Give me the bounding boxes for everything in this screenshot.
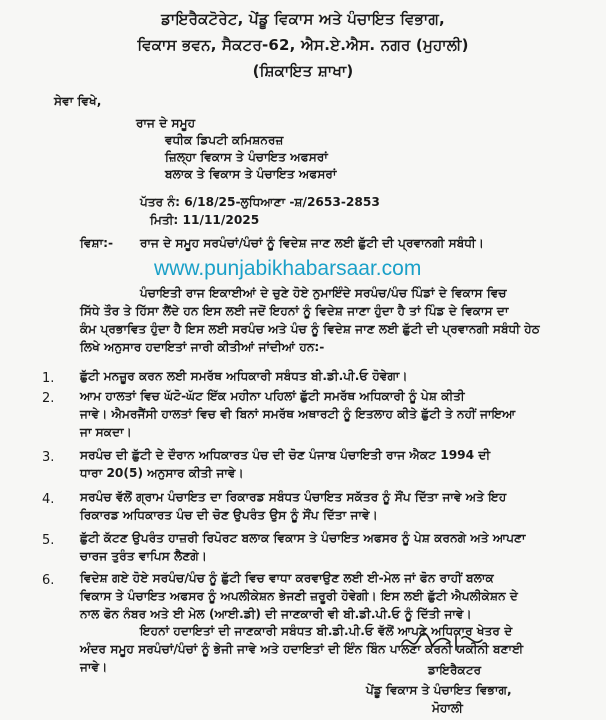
- item-number: 4.: [42, 492, 55, 507]
- intro-line: ਪੰਚਾਇਤੀ ਰਾਜ ਇਕਾਈਆਂ ਦੇ ਚੁਣੇ ਹੋਏ ਨੁਮਾਇੰਦੇ ਸਰਪੰਚ/ਪੰਚ ਪਿੰਡਾਂ ਦੇ ਵਿਕਾਸ ਵਿਚ: [140, 286, 507, 300]
- signature-place: ਮੋਹਾਲੀ: [432, 701, 463, 715]
- closing-line: ਇਹਨਾਂ ਹਦਾਇਤਾਂ ਦੀ ਜਾਣਕਾਰੀ ਸਬੰਧਤ ਬੀ.ਡੀ.ਪੀ.ਓ ਵੱਲੋਂ ਆਪਣੇ ਅਧਿਕਾਰ ਖੇਤਰ ਦੇ: [140, 624, 513, 638]
- item-number: 1.: [42, 371, 55, 386]
- item-line: ਸਰਪੰਚ ਵੱਲੋਂ ਗ੍ਰਾਮ ਪੰਚਾਇਤ ਦਾ ਰਿਕਾਰਡ ਸਬੰਧਤ ਪੰਚਾਇਤ ਸਕੱਤਰ ਨੂੰ ਸੌਂਪ ਦਿੱਤਾ ਜਾਵੇ ਅਤੇ ਇਹ: [80, 490, 507, 504]
- item-line: ਰਿਕਾਰਡ ਅਧਿਕਾਰਤ ਪੰਚ ਦੀ ਚੋਣ ਉਪਰੰਤ ਉਸ ਨੂੰ ਸੌਂਪ ਦਿੱਤਾ ਜਾਵੇ।: [80, 508, 378, 522]
- header-branch: (ਸ਼ਿਕਾਇਤ ਸ਼ਾਖਾ): [252, 62, 354, 80]
- signature-scribble: [398, 626, 488, 656]
- watermark-url: www.punjabikhabarsaar.com: [154, 257, 422, 280]
- letter-number: ਪੱਤਰ ਨੰ: 6/18/25-ਲੁਧਿਆਣਾ -ਸ਼/2653-2853: [140, 195, 380, 209]
- recipient-line: ਰਾਜ ਦੇ ਸਮੂਹ: [136, 116, 196, 130]
- salutation: ਸੇਵਾ ਵਿਖੇ,: [54, 94, 102, 108]
- header-address: ਵਿਕਾਸ ਭਵਨ, ਸੈਕਟਰ-62, ਐਸ.ਏ.ਐਸ. ਨਗਰ (ਮੁਹਾਲੀ): [137, 36, 469, 54]
- item-line: ਵਿਕਾਸ ਤੇ ਪੰਚਾਇਤ ਅਫਸਰ ਨੂੰ ਅਪਲੀਕੇਸ਼ਨ ਭੇਜਣੀ ਜ਼ਰੂਰੀ ਹੋਵੇਗੀ। ਇਸ ਲਈ ਛੁੱਟੀ ਐਪਲੀਕੇਸ਼ਨ ਦੇ: [80, 589, 519, 603]
- item-number: 2.: [42, 391, 55, 406]
- intro-line: ਲਿਖੇ ਅਨੁਸਾਰ ਹਦਾਇਤਾਂ ਜਾਰੀ ਕੀਤੀਆਂ ਜਾਂਦੀਆਂ ਹਨ:-: [80, 340, 325, 354]
- item-line: ਛੁੱਟੀ ਮਨਜ਼ੂਰ ਕਰਨ ਲਈ ਸਮਰੱਥ ਅਧਿਕਾਰੀ ਸਬੰਧਤ ਬੀ.ਡੀ.ਪੀ.ਓ ਹੋਵੇਗਾ।: [80, 369, 408, 383]
- item-line: ਵਿਦੇਸ਼ ਗਏ ਹੋਏ ਸਰਪੰਚ/ਪੰਚ ਨੂੰ ਛੁੱਟੀ ਵਿਚ ਵਾਧਾ ਕਰਵਾਉਣ ਲਈ ਈ-ਮੇਲ ਜਾਂ ਫੋਨ ਰਾਹੀਂ ਬਲਾਕ: [80, 571, 494, 585]
- item-number: 3.: [42, 450, 55, 465]
- intro-line: ਕੰਮ ਪ੍ਰਭਾਵਿਤ ਹੁੰਦਾ ਹੈ ਇਸ ਲਈ ਸਰਪੰਚ ਅਤੇ ਪੰਚ ਨੂੰ ਵਿਦੇਸ਼ ਜਾਣ ਲਈ ਛੁੱਟੀ ਦੀ ਪ੍ਰਵਾਨਗੀ ਸਬੰਧੀ ਹੇਠ: [80, 322, 540, 336]
- signature-designation: ਡਾਇਰੈਕਟਰ: [428, 663, 482, 677]
- recipient-line: ਬਲਾਕ ਤੇ ਵਿਕਾਸ ਤੇ ਪੰਚਾਇਤ ਅਫਸਰਾਂ: [165, 167, 337, 181]
- signature-department: ਪੇਂਡੂ ਵਿਕਾਸ ਤੇ ਪੰਚਾਇਤ ਵਿਭਾਗ,: [366, 683, 512, 697]
- item-line: ਜਾਵੇ। ਐਮਰਜੈਂਸੀ ਹਾਲਤਾਂ ਵਿਚ ਵੀ ਬਿਨਾਂ ਸਮਰੱਥ ਅਥਾਰਟੀ ਨੂੰ ਇਤਲਾਹ ਕੀਤੇ ਛੁੱਟੀ ਤੇ ਨਹੀਂ ਜਾਇਆ: [80, 407, 516, 421]
- item-line: ਧਾਰਾ 20(5) ਅਨੁਸਾਰ ਕੀਤੀ ਜਾਵੇ।: [80, 466, 244, 480]
- recipient-line: ਵਧੀਕ ਡਿਪਟੀ ਕਮਿਸ਼ਨਰਜ਼: [165, 133, 284, 147]
- item-line: ਸਰਪੰਚ ਦੀ ਛੁੱਟੀ ਦੇ ਦੌਰਾਨ ਅਧਿਕਾਰਤ ਪੰਚ ਦੀ ਚੋਣ ਪੰਜਾਬ ਪੰਚਾਇਤੀ ਰਾਜ ਐਕਟ 1994 ਦੀ: [80, 448, 491, 462]
- item-line: ਛੁੱਟੀ ਕੱਟਣ ਉਪਰੰਤ ਹਾਜ਼ਰੀ ਰਿਪੋਰਟ ਬਲਾਕ ਵਿਕਾਸ ਤੇ ਪੰਚਾਇਤ ਅਫਸਰ ਨੂੰ ਪੇਸ਼ ਕਰਨਗੇ ਅਤੇ ਆਪਣਾ: [80, 531, 526, 545]
- closing-line: ਅੰਦਰ ਸਮੂਹ ਸਰਪੰਚਾਂ/ਪੰਚਾਂ ਨੂੰ ਭੇਜੀ ਜਾਵੇ ਅਤੇ ਹਦਾਇਤਾਂ ਦੀ ਇੰਨ ਬਿੰਨ ਪਾਲਣਾ ਕਰਨੀ ਯਕੀਨੀ ਬਣਾਈ: [80, 642, 524, 656]
- closing-line: ਜਾਵੇ।: [80, 660, 108, 674]
- item-number: 6.: [42, 573, 55, 588]
- subject-label: ਵਿਸ਼ਾ:-: [80, 236, 114, 250]
- recipient-line: ਜ਼ਿਲ੍ਹਾ ਵਿਕਾਸ ਤੇ ਪੰਚਾਇਤ ਅਫਸਰਾਂ: [165, 150, 328, 164]
- letter-date: ਮਿਤੀ: 11/11/2025: [150, 213, 260, 227]
- item-line: ਜਾ ਸਕਦਾ।: [80, 425, 132, 439]
- item-line: ਨਾਲ ਫੋਨ ਨੰਬਰ ਅਤੇ ਈ ਮੇਲ (ਆਈ.ਡੀ) ਦੀ ਜਾਣਕਾਰੀ ਵੀ ਬੀ.ਡੀ.ਪੀ.ਓ ਨੂੰ ਦਿੱਤੀ ਜਾਵੇ।: [80, 607, 472, 621]
- subject-text: ਰਾਜ ਦੇ ਸਮੂਹ ਸਰਪੰਚਾਂ/ਪੰਚਾਂ ਨੂੰ ਵਿਦੇਸ਼ ਜਾਣ ਲਈ ਛੁੱਟੀ ਦੀ ਪ੍ਰਵਾਨਗੀ ਸਬੰਧੀ।: [140, 236, 484, 250]
- item-number: 5.: [42, 533, 55, 548]
- item-line: ਚਾਰਜ ਤੁਰੰਤ ਵਾਪਿਸ ਲੈਣਗੇ।: [80, 549, 207, 563]
- item-line: ਆਮ ਹਾਲਤਾਂ ਵਿਚ ਘੱਟੋ-ਘੱਟ ਇੱਕ ਮਹੀਨਾ ਪਹਿਲਾਂ ਛੁੱਟੀ ਸਮਰੱਥ ਅਧਿਕਾਰੀ ਨੂੰ ਪੇਸ਼ ਕੀਤੀ: [80, 389, 465, 403]
- intro-line: ਸਿੱਧੇ ਤੌਰ ਤੇ ਹਿੱਸਾ ਲੈਂਦੇ ਹਨ ਇਸ ਲਈ ਜਦੋਂ ਇਹਨਾਂ ਨੂੰ ਵਿਦੇਸ਼ ਜਾਣਾ ਹੁੰਦਾ ਹੈ ਤਾਂ ਪਿੰਡ ਦੇ ਵਿਕਾਸ ਦਾ: [80, 304, 509, 318]
- header-department: ਡਾਇਰੈਕਟੋਰੇਟ, ਪੇਂਡੂ ਵਿਕਾਸ ਅਤੇ ਪੰਚਾਇਤ ਵਿਭਾਗ,: [161, 10, 445, 28]
